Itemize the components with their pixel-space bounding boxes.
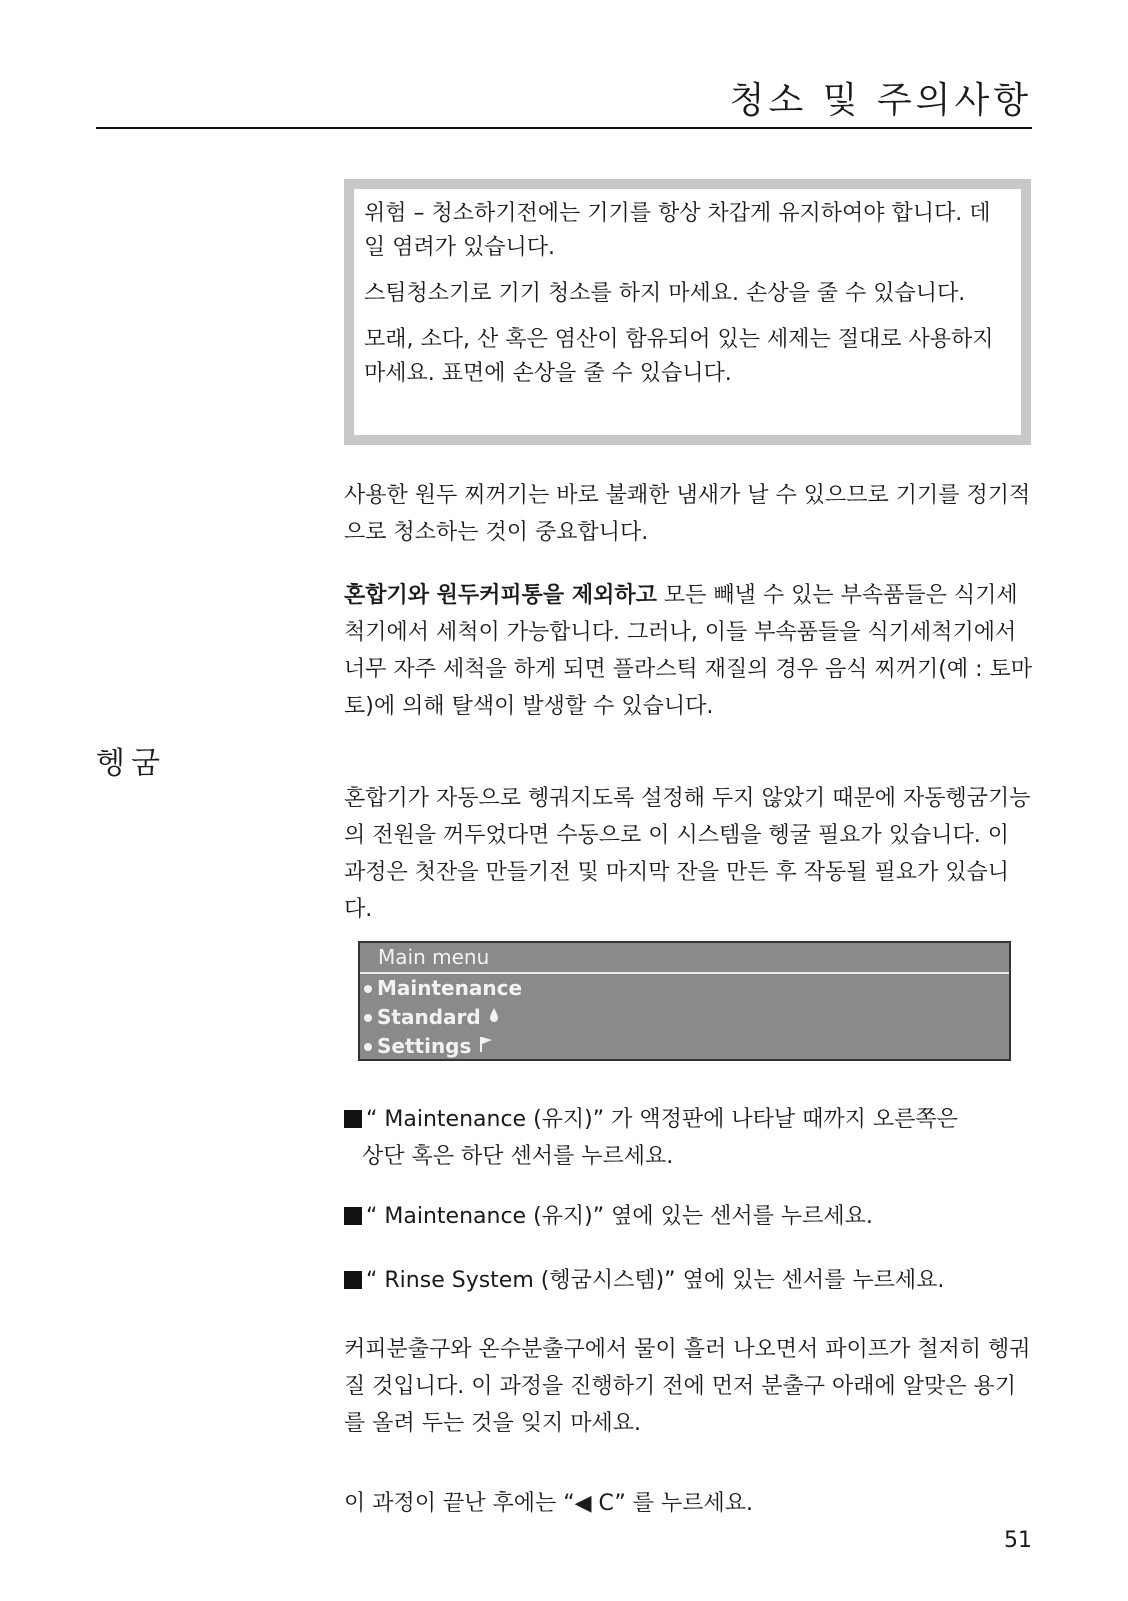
- step-text: “ Maintenance (유지)” 옆에 있는 센서를 누르세요.: [366, 1204, 873, 1229]
- lcd-menu-item-maintenance: [360, 974, 1009, 1003]
- warning-paragraph: 모래, 소다, 산 혹은 염산이 함유되어 있는 세제는 절대로 사용하지 마세요. 표면에 손상을 줄 수 있습니다.: [364, 327, 994, 386]
- square-bullet-icon: [344, 1110, 362, 1128]
- instruction-step: [344, 1262, 1034, 1299]
- page-title: 청소 및 주의사항: [729, 80, 1032, 121]
- body-paragraph: 이 과정이 끝난 후에는 “◀ C” 를 누르세요.: [344, 1491, 753, 1516]
- paragraph-text: 모든 빼낼 수 있는 부속품들은 식기세척기에서 세척이 가능합니다. 그러나, 이들 부속품들을 식기세척기에서 너무 자주 세척을 하게 되면 플라스틱 재질의 경우 음식 찌꺼기(예 : 토마토)에 의해 탈색이 발생할 수 있습니다.: [344, 583, 1032, 719]
- lcd-menu-item-standard: [360, 1003, 1009, 1032]
- step-text: “ Rinse System (헹굼시스템)” 옆에 있는 센서를 누르세요.: [366, 1268, 945, 1293]
- instruction-step: [344, 1198, 1034, 1235]
- instruction-step: [344, 1101, 1034, 1175]
- page-number: 51: [1004, 1528, 1032, 1553]
- bullet-icon: [364, 1043, 372, 1051]
- lcd-menu-title: Main menu: [360, 943, 1009, 974]
- warning-paragraph: 위험 – 청소하기전에는 기기를 항상 차갑게 유지하여야 합니다. 데일 염려가 있습니다.: [364, 201, 991, 260]
- lcd-item-label: Settings: [377, 1034, 472, 1058]
- drop-icon: [489, 1003, 499, 1032]
- body-paragraph: 사용한 원두 찌꺼기는 바로 불쾌한 냄새가 날 수 있으므로 기기를 정기적으로 청소하는 것이 중요합니다.: [344, 483, 1031, 545]
- lcd-item-label: Maintenance: [377, 976, 523, 1000]
- step-text: “ Maintenance (유지)” 가 액정판에 나타날 때까지 오른쪽은: [366, 1107, 958, 1132]
- bullet-icon: [364, 1014, 372, 1022]
- body-paragraph: 커피분출구와 온수분출구에서 물이 흘러 나오면서 파이프가 철저히 헹궈질 것입니다. 이 과정을 진행하기 전에 먼저 분출구 아래에 알맞은 용기를 올려 두는 것을 잊지 마세요.: [344, 1337, 1031, 1436]
- warning-box: [344, 179, 1031, 445]
- lcd-menu-item-settings: [360, 1032, 1009, 1061]
- square-bullet-icon: [344, 1271, 362, 1289]
- bold-phrase: 혼합기와 원두커피통을 제외하고: [344, 583, 657, 608]
- section-heading: 헹굼: [96, 746, 166, 781]
- warning-paragraph: 스팀청소기로 기기 청소를 하지 마세요. 손상을 줄 수 있습니다.: [364, 281, 966, 306]
- step-text: 상단 혹은 하단 센서를 누르세요.: [362, 1144, 674, 1169]
- flag-icon: [479, 1032, 493, 1061]
- body-paragraph: 혼합기가 자동으로 헹궈지도록 설정해 두지 않았기 때문에 자동헹굼기능의 전원을 꺼두었다면 수동으로 이 시스템을 헹굴 필요가 있습니다. 이 과정은 첫잔을 만들기전 및 마지막 잔을 만든 후 작동될 필요가 있습니다.: [344, 786, 1031, 922]
- lcd-display: [358, 941, 1011, 1061]
- bullet-icon: [364, 985, 372, 993]
- title-rule: [96, 127, 1032, 129]
- square-bullet-icon: [344, 1207, 362, 1225]
- lcd-item-label: Standard: [377, 1005, 481, 1029]
- body-paragraph: [344, 577, 1032, 725]
- warning-content: [354, 189, 1021, 435]
